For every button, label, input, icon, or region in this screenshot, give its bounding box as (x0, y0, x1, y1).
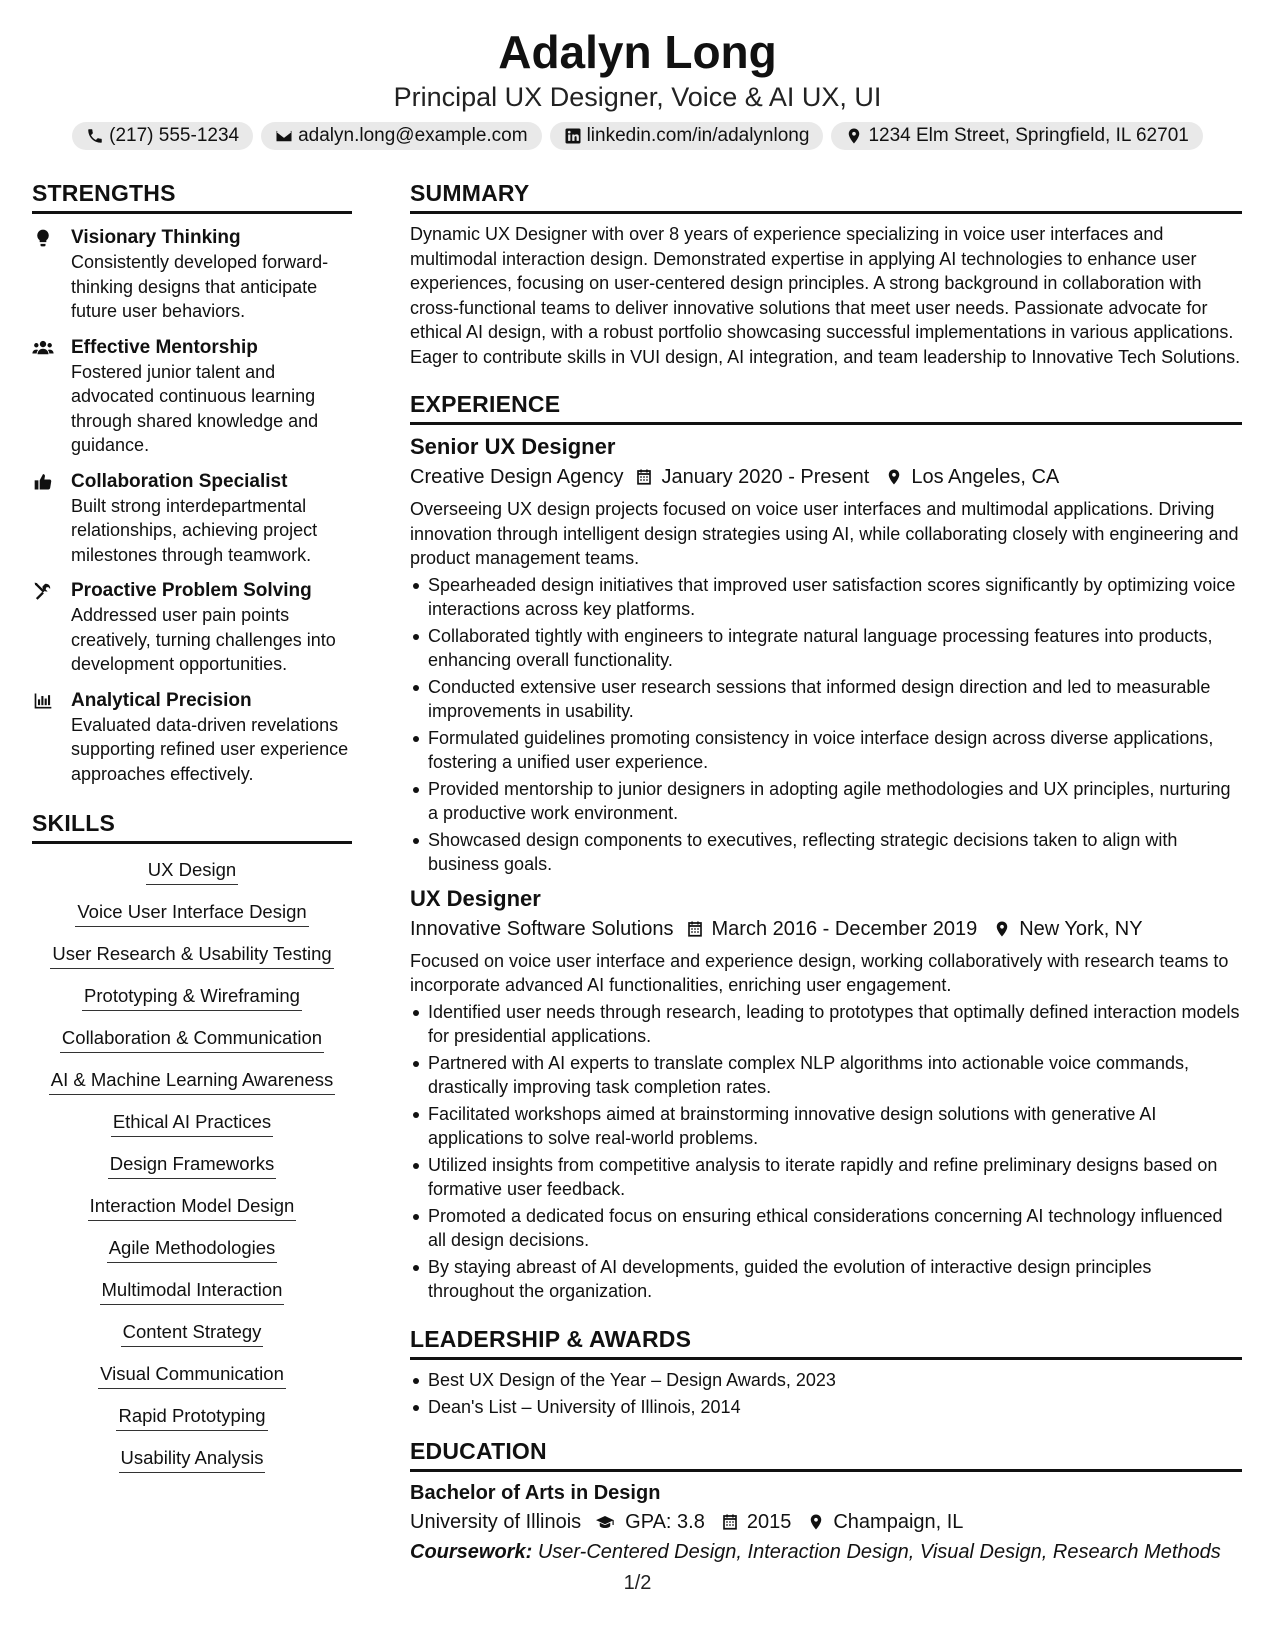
right-column (410, 178, 1242, 1566)
bullet-item: Promoted a dedicated focus on ensuring ethical considerations concerning AI technology influenced all design decisions. (410, 1204, 1242, 1253)
bullet-item: Provided mentorship to junior designers in adopting agile methodologies and UX principles, nurturing a productive work environment. (410, 777, 1242, 826)
contact-address-text: 1234 Elm Street, Springfield, IL 62701 (868, 125, 1189, 146)
skill-item: Voice User Interface Design (75, 900, 308, 927)
strength-desc: Built strong interdepartmental relationships, achieving project milestones through teamwork. (71, 495, 318, 565)
job-bullets (410, 1000, 1242, 1304)
envelope-icon (275, 127, 293, 145)
school-name: University of Illinois (410, 1510, 582, 1533)
map-pin-icon (993, 920, 1011, 938)
contact-address (831, 122, 1202, 150)
bullet-item: Partnered with AI experts to translate complex NLP algorithms into actionable voice commands, drastically improving task completion rates. (410, 1051, 1242, 1100)
contact-email[interactable] (261, 122, 541, 150)
strength-desc: Fostered junior talent and advocated continuous learning through shared knowledge and guidance. (71, 361, 319, 455)
resume-header (0, 0, 1275, 150)
bullet-item: Spearheaded design initiatives that improved user satisfaction scores significantly by optimizing voice interactions across key platforms. (410, 573, 1242, 622)
job-entry (410, 885, 1242, 1304)
skill-item: Usability Analysis (119, 1446, 266, 1473)
job-entry (410, 433, 1242, 877)
strength-name: Effective Mentorship (71, 336, 258, 358)
leadership-section (410, 1324, 1242, 1420)
contact-email-text[interactable]: adalyn.long@example.com (298, 125, 528, 146)
skill-item: Design Frameworks (108, 1152, 277, 1179)
contact-linkedin[interactable] (550, 122, 824, 150)
job-company: Creative Design Agency (410, 466, 624, 488)
education-section (410, 1436, 1242, 1566)
skill-item: Interaction Model Design (88, 1194, 297, 1221)
bullet-item: Collaborated tightly with engineers to integrate natural language processing features into products, enhancing overall functionality. (410, 624, 1242, 673)
award-item: Best UX Design of the Year – Design Awards, 2023 (410, 1368, 1242, 1393)
strength-name: Collaboration Specialist (71, 470, 288, 492)
bullet-item: Utilized insights from competitive analysis to iterate rapidly and refine preliminary designs based on formative user feedback. (410, 1153, 1242, 1202)
strength-item (32, 579, 352, 677)
experience-heading: EXPERIENCE (410, 389, 1242, 425)
skill-item: User Research & Usability Testing (50, 942, 333, 969)
job-meta (410, 915, 1242, 943)
education-year: 2015 (746, 1510, 792, 1533)
degree-name: Bachelor of Arts in Design (410, 1481, 661, 1504)
contact-bar (0, 122, 1275, 150)
contact-phone-text: (217) 555-1234 (109, 125, 240, 146)
skill-item: Agile Methodologies (107, 1236, 278, 1263)
strength-item (32, 226, 352, 324)
bullet-item: Conducted extensive user research sessions that informed design direction and led to measurable improvements in usability. (410, 675, 1242, 724)
lightbulb-icon (32, 228, 54, 248)
coursework (410, 1538, 1242, 1566)
job-location: Los Angeles, CA (911, 466, 1060, 488)
bullet-item: Facilitated workshops aimed at brainstorming innovative design solutions with generative AI applications to solve real-world problems. (410, 1102, 1242, 1151)
tools-icon (32, 581, 54, 601)
linkedin-icon (564, 127, 582, 145)
calendar-icon (721, 1513, 739, 1531)
job-description: Overseeing UX design projects focused on voice user interfaces and multimodal applications. Driving innovation through intelligent design strategies using AI, while collaborating closely with engineering and product management teams. (410, 499, 1239, 568)
map-pin-icon (807, 1513, 825, 1531)
skill-item: AI & Machine Learning Awareness (49, 1068, 335, 1095)
strengths-list (32, 226, 352, 786)
page-number: 1/2 (623, 1572, 652, 1594)
job-bullets (410, 573, 1242, 877)
experience-section (410, 389, 1242, 1304)
strengths-heading: STRENGTHS (32, 178, 352, 214)
strength-name: Analytical Precision (71, 689, 252, 711)
strength-item (32, 689, 352, 787)
skill-item: Ethical AI Practices (111, 1110, 273, 1137)
map-pin-icon (845, 127, 863, 145)
skill-item: UX Design (146, 858, 238, 885)
graduation-cap-icon (593, 1513, 617, 1531)
skill-item: Rapid Prototyping (116, 1404, 267, 1431)
education-gpa: GPA: 3.8 (625, 1510, 705, 1533)
phone-icon (86, 127, 104, 145)
strength-item (32, 336, 352, 458)
job-meta (410, 463, 1242, 491)
bar-chart-icon (32, 691, 54, 711)
skill-item: Content Strategy (121, 1320, 264, 1347)
candidate-name: Adalyn Long (498, 26, 777, 78)
education-heading: EDUCATION (410, 1436, 1242, 1472)
education-location: Champaign, IL (833, 1510, 964, 1533)
job-dates: January 2020 - Present (661, 466, 870, 488)
job-location: New York, NY (1019, 917, 1143, 940)
bullet-item: Identified user needs through research, leading to prototypes that optimally defined interaction models for presidential applications. (410, 1000, 1242, 1049)
calendar-icon (686, 920, 704, 938)
strength-item (32, 470, 352, 568)
strength-desc: Consistently developed forward-thinking designs that anticipate future user behaviors. (71, 252, 329, 321)
left-column (32, 178, 352, 1488)
bullet-item: Showcased design components to executives, reflecting strategic decisions taken to align with business goals. (410, 828, 1242, 877)
coursework-label: Coursework: (410, 1540, 533, 1563)
job-dates: March 2016 - December 2019 (711, 917, 978, 940)
skill-item: Multimodal Interaction (100, 1278, 285, 1305)
bullet-item: By staying abreast of AI developments, guided the evolution of interactive design principles throughout the organization. (410, 1255, 1242, 1304)
skills-list (32, 858, 352, 1488)
map-pin-icon (885, 468, 903, 486)
summary-text: Dynamic UX Designer with over 8 years of experience specializing in voice user interfaces and multimodal interaction design. Demonstrated expertise in applying AI technologies to enhance user experiences, focusing on user-centered design principles. A strong background in collaboration with cross-functional teams to deliver innovative solutions that meet user needs. Passionate advocate for ethical AI design, with a robust portfolio showcasing successful implementations in various applications. Eager to contribute skills in VUI design, AI integration, and team leadership to Innovative Tech Solutions. (410, 224, 1241, 367)
skill-item: Visual Communication (98, 1362, 286, 1389)
strength-desc: Evaluated data-driven revelations supporting refined user experience approaches effectively. (71, 714, 349, 784)
job-role: UX Designer (410, 885, 541, 911)
candidate-title: Principal UX Designer, Voice & AI UX, UI (393, 82, 882, 112)
skill-item: Prototyping & Wireframing (82, 984, 302, 1011)
awards-list (410, 1368, 1242, 1420)
job-description: Focused on voice user interface and experience design, working collaboratively with research teams to incorporate advanced AI functionalities, enriching user engagement. (410, 950, 1229, 995)
summary-heading: SUMMARY (410, 178, 1242, 214)
strength-name: Visionary Thinking (71, 227, 241, 248)
award-item: Dean's List – University of Illinois, 2014 (410, 1395, 1242, 1420)
calendar-icon (635, 468, 653, 486)
leadership-heading: LEADERSHIP & AWARDS (410, 1324, 1242, 1360)
skills-heading: SKILLS (32, 808, 352, 844)
job-role: Senior UX Designer (410, 434, 616, 459)
strength-desc: Addressed user pain points creatively, turning challenges into development opportunities. (71, 605, 336, 674)
education-meta (410, 1508, 1242, 1536)
thumbs-up-icon (32, 472, 54, 492)
coursework-list: User-Centered Design, Interaction Design, Visual Design, Research Methods (537, 1540, 1221, 1563)
strength-name: Proactive Problem Solving (71, 580, 312, 601)
contact-phone (72, 122, 253, 150)
skill-item: Collaboration & Communication (60, 1026, 324, 1053)
users-icon (32, 338, 54, 358)
contact-linkedin-text[interactable]: linkedin.com/in/adalynlong (586, 125, 810, 146)
bullet-item: Formulated guidelines promoting consistency in voice interface design across diverse applications, fostering a unified user experience. (410, 726, 1242, 775)
job-company: Innovative Software Solutions (410, 917, 674, 940)
